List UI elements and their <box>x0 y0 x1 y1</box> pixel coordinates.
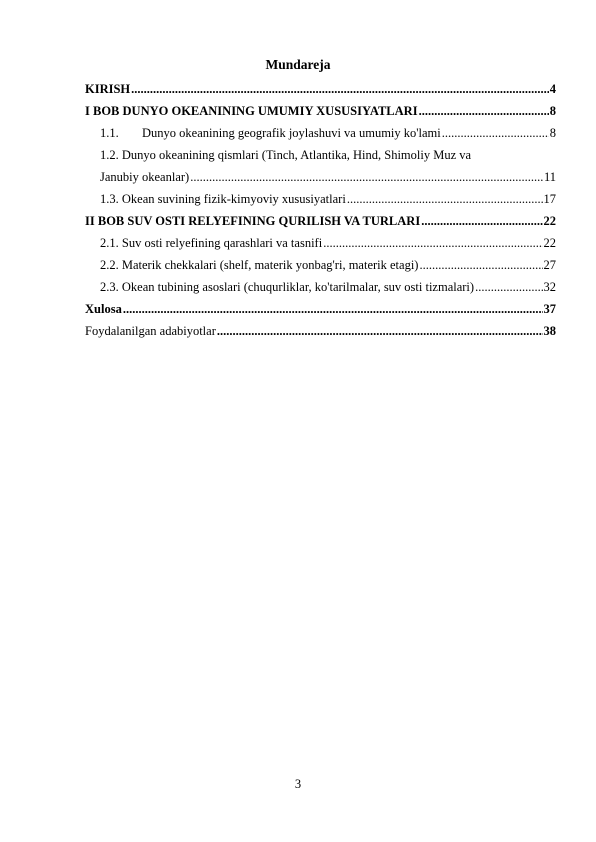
table-of-contents <box>85 78 556 342</box>
toc-entry-page: 38 <box>543 324 556 338</box>
toc-entry-references <box>85 320 556 342</box>
toc-leader-dots <box>190 166 543 188</box>
toc-entry-1-2 <box>85 166 556 188</box>
page-title: Mundareja <box>265 57 331 72</box>
page-number: 3 <box>294 777 302 791</box>
toc-leader-dots <box>131 78 549 100</box>
toc-entry-2-3 <box>85 276 556 298</box>
toc-entry-page: 11 <box>543 170 556 184</box>
toc-leader-dots <box>217 320 543 342</box>
toc-entry-page: 8 <box>549 126 556 140</box>
toc-leader-dots <box>421 210 542 232</box>
toc-entry-page: 22 <box>543 236 556 250</box>
toc-entry-page: 32 <box>543 280 556 294</box>
toc-entry-page: 4 <box>549 82 556 96</box>
toc-leader-dots <box>123 298 543 320</box>
toc-leader-dots <box>475 276 542 298</box>
toc-entry-1-1 <box>85 122 556 144</box>
toc-entry-1-2-line1: 1.2. Dunyo okeanining qismlari (Tinch, Atlantika, Hind, Shimoliy Muz va <box>100 148 472 162</box>
toc-entry-label: 2.1. Suv osti relyefining qarashlari va tasnifi <box>100 236 323 250</box>
toc-leader-dots <box>419 100 549 122</box>
toc-entry-label: I BOB DUNYO OKEANINING UMUMIY XUSUSIYATLARI <box>85 104 418 118</box>
toc-entry-xulosa <box>85 298 556 320</box>
toc-entry-page: 22 <box>543 214 556 228</box>
toc-entry-1-3 <box>85 188 556 210</box>
toc-entry-label: 2.3. Okean tubining asoslari (chuqurliklar, ko'tarilmalar, suv osti tizmalari) <box>100 280 475 294</box>
toc-entry-label: 2.2. Materik chekkalari (shelf, materik yonbag'ri, materik etagi) <box>100 258 419 272</box>
toc-entry-page: 37 <box>543 302 556 316</box>
toc-entry-page: 27 <box>543 258 556 272</box>
toc-entry-chapter-2 <box>85 210 556 232</box>
toc-entry-2-2 <box>85 254 556 276</box>
toc-entry-page: 17 <box>543 192 556 206</box>
toc-entry-number: 1.1. <box>100 126 119 140</box>
toc-entry-label: II BOB SUV OSTI RELYEFINING QURILISH VA TURLARI <box>85 214 421 228</box>
toc-entry-label: Janubiy okeanlar) <box>100 170 190 184</box>
toc-entry-2-1 <box>85 232 556 254</box>
toc-entry-kirish <box>85 78 556 100</box>
toc-entry-chapter-1 <box>85 100 556 122</box>
toc-entry-page: 8 <box>549 104 556 118</box>
toc-entry-label: Foydalanilgan adabiyotlar <box>85 324 216 338</box>
toc-leader-dots <box>323 232 542 254</box>
toc-leader-dots <box>442 122 549 144</box>
toc-entry-label: 1.3. Okean suvining fizik-kimyoviy xususiyatlari <box>100 192 346 206</box>
toc-entry-label: Dunyo okeanining geografik joylashuvi va umumiy ko'lami <box>142 126 441 140</box>
toc-leader-dots <box>419 254 542 276</box>
toc-leader-dots <box>347 188 543 210</box>
toc-entry-label: Xulosa <box>85 302 122 316</box>
toc-entry-label: KIRISH <box>85 82 131 96</box>
